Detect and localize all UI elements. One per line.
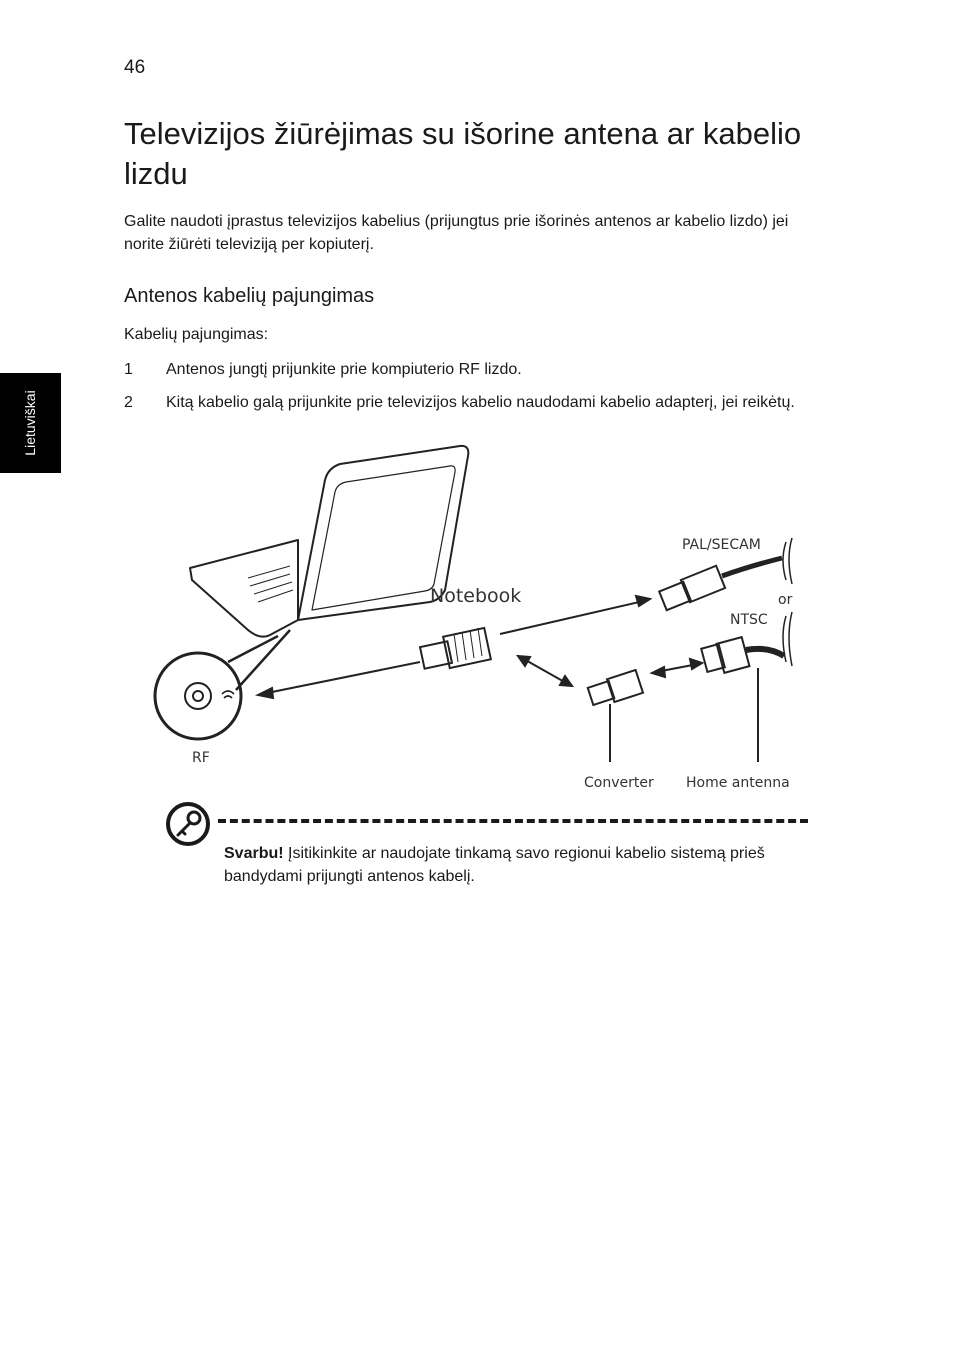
pal-secam-label: PAL/SECAM [682,537,761,553]
intro-paragraph: Galite naudoti įprastus televizijos kabelius (prijungtus prie išorinės antenos ar kabelio lizdo) jei norite žiūrėti televiziją per kopiuterį. [124,213,789,253]
ntsc-connector-icon [701,637,784,673]
note-body: Įsitikinkite ar naudojate tinkamą savo regionui kabelio sistemą prieš bandydami prijungti antenos kabelį. [224,845,765,885]
step-number: 1 [124,361,133,378]
language-side-tab [0,373,61,473]
or-label: or [778,592,793,608]
connection-arrows [258,596,702,698]
converter-icon [588,670,643,705]
antenna-connection-diagram [150,440,810,800]
rf-port-icon [155,653,241,739]
page-title: Televizijos žiūrėjimas su išorine antena ar kabelio lizdu [124,116,802,191]
step-number: 2 [124,394,133,411]
important-note-icon [164,800,212,848]
page-number: 46 [124,57,146,78]
rf-label: RF [192,750,210,766]
notebook-label: Notebook [430,585,522,607]
steps-lead: Kabelių pajungimas: [124,326,269,343]
side-tab-label: Lietuviškai [22,390,38,456]
ntsc-label: NTSC [730,612,768,628]
note-bold-label: Svarbu! [224,845,284,862]
step-text: Antenos jungtį prijunkite prie kompiuterio RF lizdo. [166,361,522,378]
step-text: Kitą kabelio galą prijunkite prie televizijos kabelio naudodami kabelio adapterį, jei reikėtų. [166,394,795,411]
section-heading: Antenos kabelių pajungimas [124,285,375,307]
converter-label: Converter [584,775,654,791]
important-note [224,842,784,888]
notebook-base [190,540,298,637]
pal-secam-connector-icon [659,558,782,610]
note-divider [218,819,808,823]
home-antenna-label: Home antenna [686,775,790,791]
notebook-connector-icon [420,628,491,669]
